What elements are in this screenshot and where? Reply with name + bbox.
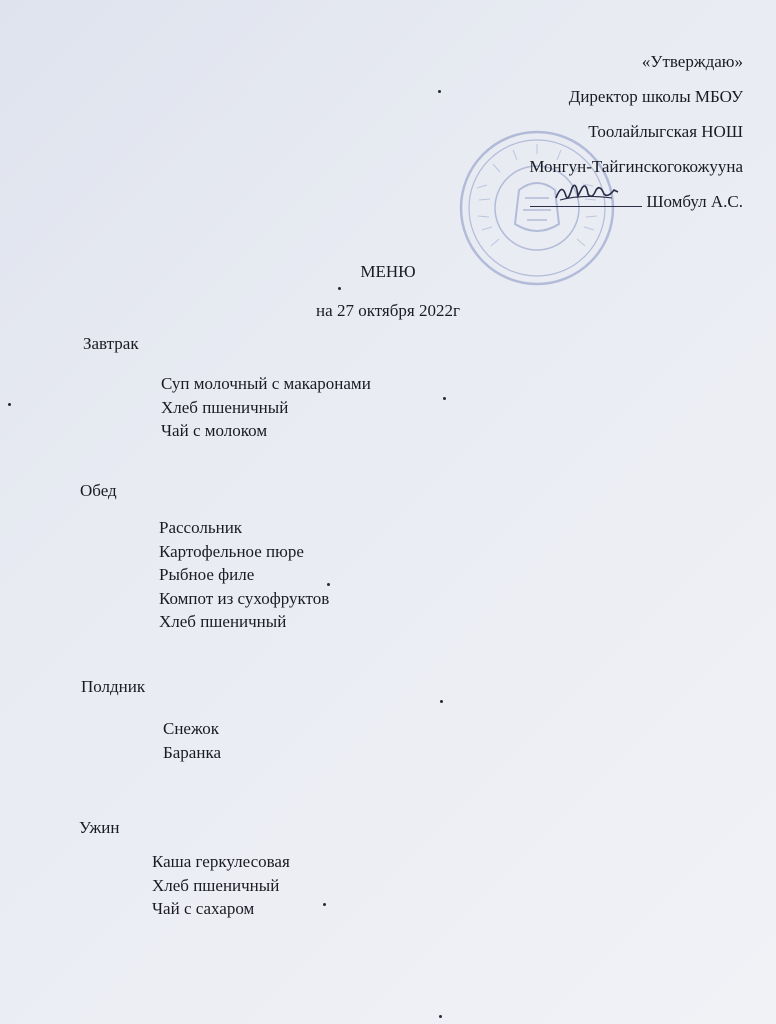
- paper-mark: [327, 583, 330, 586]
- signature-underline: [530, 192, 642, 207]
- list-item: Снежок: [163, 719, 220, 738]
- section-lunch-heading: Обед: [80, 481, 117, 500]
- list-item: Хлеб пшеничный: [159, 612, 287, 631]
- list-item: Суп молочный с макаронами: [161, 374, 371, 393]
- section-snack-heading: Полдник: [81, 677, 146, 696]
- school-name: Тоолайлыгская НОШ: [588, 122, 743, 141]
- list-item: Компот из сухофруктов: [159, 588, 330, 608]
- district-name: Монгун-Тайгинскогокожууна: [529, 157, 743, 176]
- signature-line: [529, 184, 743, 219]
- section-dinner-items: [152, 850, 290, 921]
- list-item: Рыбное филе: [159, 565, 255, 584]
- list-item: Чай с молоком: [161, 421, 268, 440]
- section-lunch-items: [159, 516, 329, 634]
- list-item: Картофельное пюре: [159, 541, 304, 561]
- list-item: Баранка: [163, 742, 221, 762]
- section-breakfast-heading: Завтрак: [83, 334, 139, 353]
- list-item: Хлеб пшеничный: [152, 875, 280, 895]
- approval-block: [529, 44, 743, 219]
- list-item: Рассольник: [159, 518, 243, 537]
- menu-title: МЕНЮ: [360, 262, 416, 281]
- section-snack-items: [163, 717, 221, 764]
- list-item: Каша геркулесовая: [152, 852, 290, 871]
- approval-heading: «Утверждаю»: [641, 52, 743, 71]
- menu-date: на 27 октября 2022г: [316, 301, 460, 320]
- section-dinner-heading: Ужин: [79, 818, 120, 837]
- paper-mark: [8, 403, 11, 406]
- paper-mark: [438, 90, 441, 93]
- list-item: Чай с сахаром: [152, 899, 255, 918]
- list-item: Хлеб пшеничный: [161, 397, 289, 417]
- director-position: Директор школы МБОУ: [568, 87, 743, 106]
- paper-mark: [443, 397, 446, 400]
- paper-mark: [440, 700, 443, 703]
- paper-mark: [439, 1015, 442, 1018]
- section-breakfast-items: [161, 372, 371, 443]
- paper-mark: [323, 903, 326, 906]
- signature-icon: [552, 178, 622, 204]
- paper-mark: [338, 287, 341, 290]
- director-name: Шомбул А.С.: [646, 192, 743, 211]
